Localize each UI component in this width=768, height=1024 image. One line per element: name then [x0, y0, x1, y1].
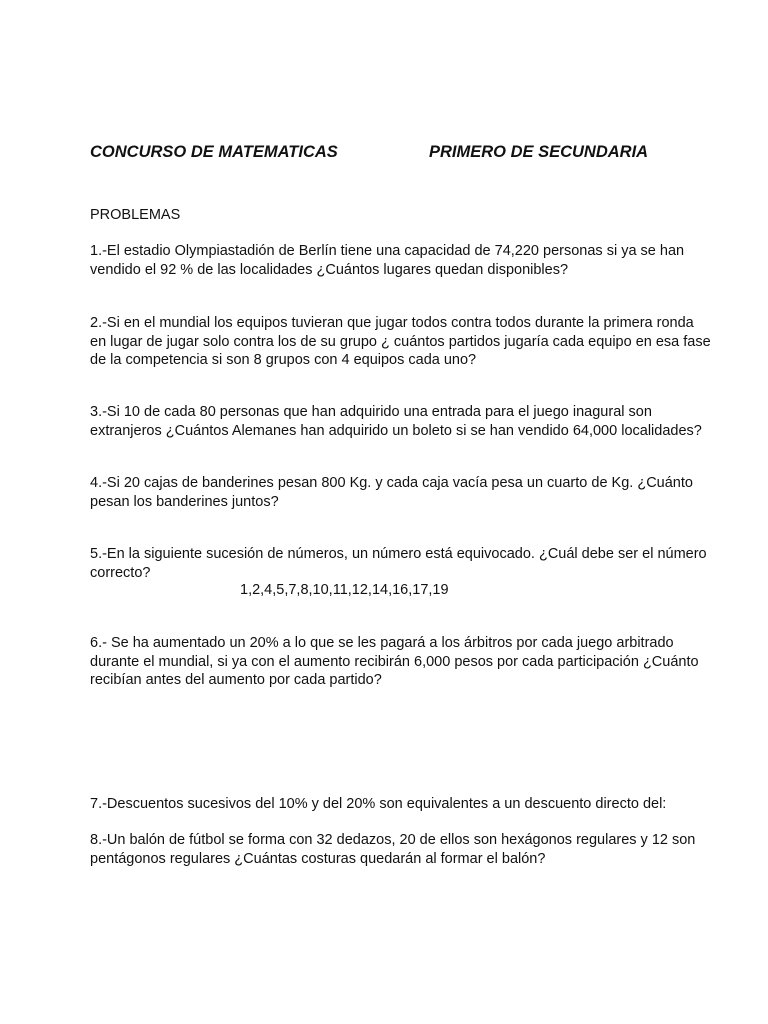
problem-6: 6.- Se ha aumentado un 20% a lo que se les pagará a los árbitros por cada juego arbitrado durante el mundial, si ya con el aumento recibirán 6,000 pesos por cada participación ¿Cuánto recibían antes del aumento por cada partido?	[90, 635, 699, 688]
problem-3: 3.-Si 10 de cada 80 personas que han adquirido una entrada para el juego inagural son extranjeros ¿Cuántos Alemanes han adquirido un boleto si se han vendido 64,000 localidades?	[90, 404, 702, 439]
problem-1: 1.-El estadio Olympiastadión de Berlín tiene una capacidad de 74,220 personas si ya se han vendido el 92 % de las localidades ¿Cuántos lugares quedan disponibles?	[90, 243, 685, 278]
grade-title: PRIMERO DE SECUNDARIA	[429, 143, 649, 161]
problem-5: 5.-En la siguiente sucesión de números, un número está equivocado. ¿Cuál debe ser el número correcto?	[90, 546, 707, 581]
problem-7: 7.-Descuentos sucesivos del 10% y del 20% son equivalentes a un descuento directo del:	[90, 796, 667, 812]
problem-4: 4.-Si 20 cajas de banderines pesan 800 Kg. y cada caja vacía pesa un cuarto de Kg. ¿Cuánto pesan los banderines juntos?	[90, 475, 693, 510]
contest-title: CONCURSO DE MATEMATICAS	[90, 143, 338, 161]
problem-2: 2.-Si en el mundial los equipos tuvieran que jugar todos contra todos durante la primera ronda en lugar de jugar solo contra los de su grupo ¿ cuántos partidos jugaría cada equipo en esa fase de la competencia si son 8 grupos con 4 equipos cada uno?	[90, 315, 711, 368]
problem-8: 8.-Un balón de fútbol se forma con 32 dedazos, 20 de ellos son hexágonos regulares y 12 son pentágonos regulares ¿Cuántas costuras quedarán al formar el balón?	[90, 832, 696, 867]
number-sequence: 1,2,4,5,7,8,10,11,12,14,16,17,19	[240, 582, 449, 598]
document-header	[90, 143, 730, 167]
section-label: PROBLEMAS	[90, 207, 181, 223]
